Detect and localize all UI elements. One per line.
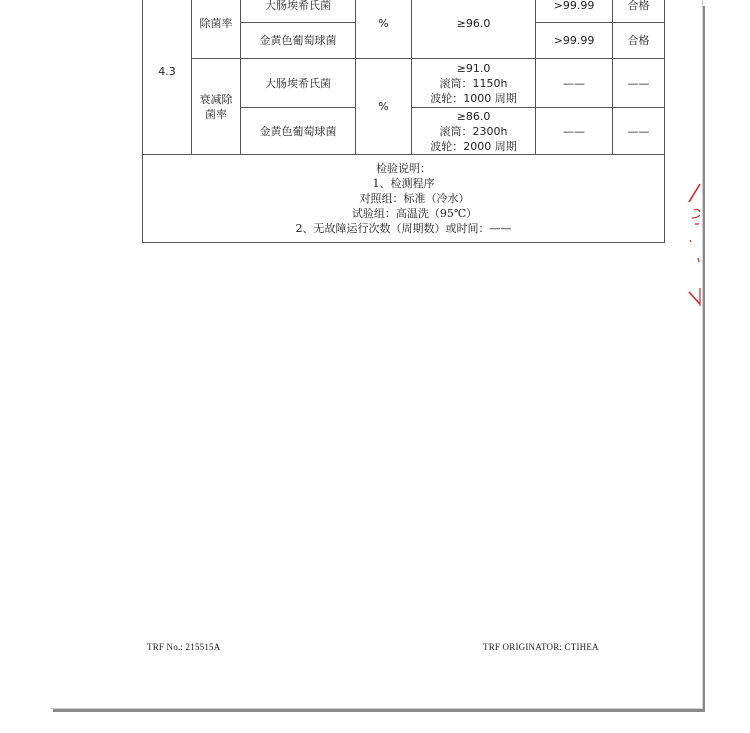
- verdict-cell: 合格: [613, 0, 665, 23]
- notes-title: 检验说明：: [376, 162, 431, 175]
- requirement-drum: 滚筒：2300h: [439, 124, 508, 138]
- organism-cell: 金黄色葡萄球菌: [241, 23, 356, 59]
- result-cell: >99.99: [536, 23, 613, 59]
- test-results-table: [142, 0, 665, 243]
- table-row: [143, 0, 665, 23]
- category-cell: 除菌率: [192, 0, 241, 59]
- organism-cell: 大肠埃希氏菌: [241, 0, 356, 23]
- stamp-icon: [686, 180, 702, 320]
- requirement-drum: 滚筒：1150h: [439, 76, 508, 90]
- category-cell: [192, 59, 241, 155]
- requirement-value: ≥86.0: [456, 109, 491, 123]
- organism-cell: 大肠埃希氏菌: [241, 59, 356, 108]
- trf-number: TRF No.: 215515A: [147, 642, 221, 652]
- requirement-cell: ≥96.0: [412, 0, 536, 59]
- result-cell: ——: [536, 59, 613, 108]
- notes-item-2: 2、无故障运行次数（周期数）或时间：——: [295, 222, 512, 235]
- trf-originator: TRF ORIGINATOR: CTIHEA: [483, 642, 599, 652]
- verdict-cell: ——: [613, 108, 665, 155]
- unit-cell: %: [356, 59, 412, 155]
- organism-cell: 金黄色葡萄球菌: [241, 108, 356, 155]
- result-cell: >99.99: [536, 0, 613, 23]
- notes-row: [143, 155, 665, 243]
- requirement-pulsator: 波轮：1000 周期: [430, 91, 517, 105]
- report-page: [50, 0, 703, 709]
- notes-item-1: 1、检测程序: [372, 177, 435, 190]
- requirement-value: ≥91.0: [456, 61, 491, 75]
- verdict-cell: ——: [613, 59, 665, 108]
- result-cell: ——: [536, 108, 613, 155]
- requirement-cell: [412, 108, 536, 155]
- requirement-cell: [412, 59, 536, 108]
- requirement-pulsator: 波轮：2000 周期: [430, 139, 517, 153]
- notes-cell: [143, 155, 665, 243]
- unit-cell: %: [356, 0, 412, 59]
- red-stamp-fragment: [686, 180, 702, 320]
- verdict-cell: 合格: [613, 23, 665, 59]
- notes-test-group: 试验组：高温洗（95℃）: [351, 207, 478, 220]
- table-row: [143, 59, 665, 108]
- notes-control-group: 对照组：标准（冷水）: [359, 192, 470, 205]
- category-label: 衰减除菌率: [199, 92, 233, 121]
- clause-number: 4.3: [143, 0, 192, 155]
